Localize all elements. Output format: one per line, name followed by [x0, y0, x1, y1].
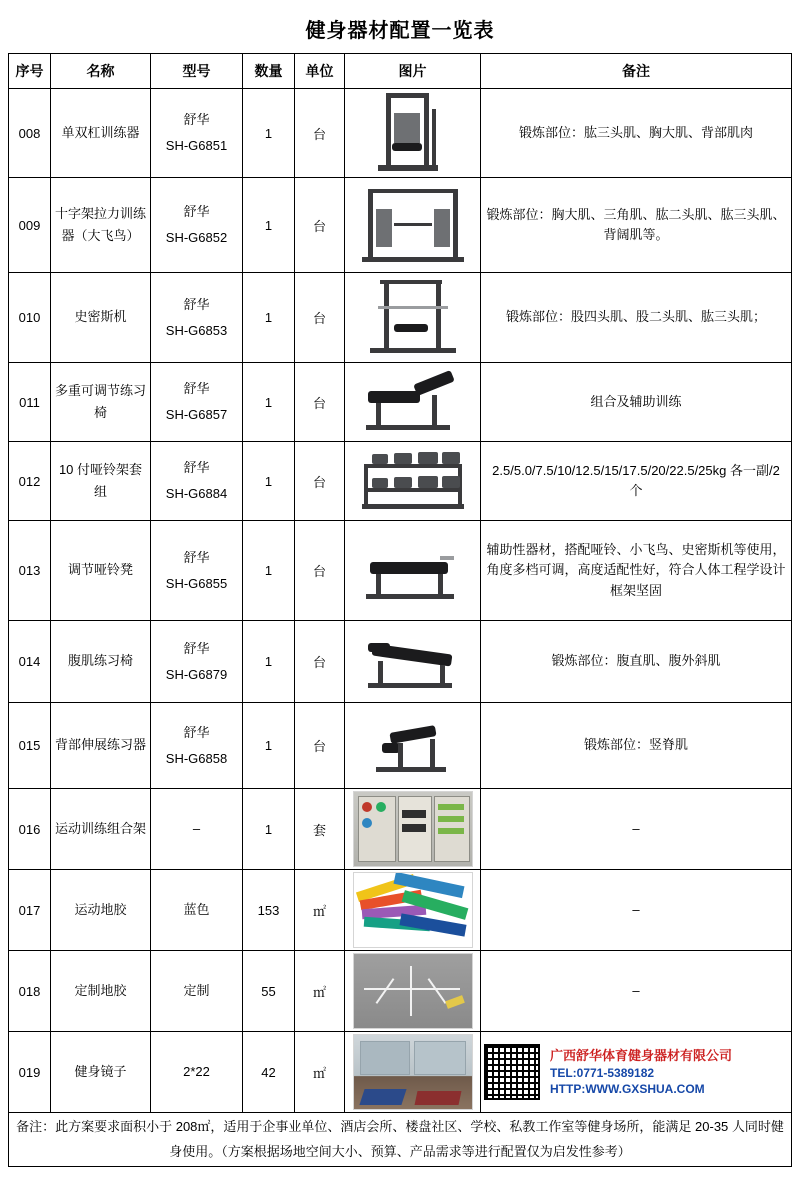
cell-name: 健身镜子: [51, 1032, 151, 1113]
cell-qty: 55: [243, 951, 295, 1032]
cell-model-brand: 舒华: [183, 724, 210, 740]
cell-remark: –: [481, 951, 792, 1032]
cell-remark: 组合及辅助训练: [481, 363, 792, 442]
cell-name: 十字架拉力训练器（大飞鸟）: [51, 178, 151, 273]
dumbbell-rack-photo: [354, 444, 472, 518]
cell-seq: 011: [9, 363, 51, 442]
cell-unit: 台: [295, 273, 345, 363]
cell-seq: 014: [9, 621, 51, 703]
cell-name: 单双杠训练器: [51, 89, 151, 178]
column-header-remark: 备注: [481, 54, 792, 89]
cell-remark: 锻炼部位：肱三头肌、胸大肌、背部肌肉: [481, 89, 792, 178]
table-row: [9, 178, 792, 273]
cell-qty: 1: [243, 703, 295, 789]
cell-model-brand: 舒华: [183, 460, 210, 475]
table-row: [9, 363, 792, 442]
cell-model: [151, 521, 243, 621]
page-title: 健身器材配置一览表: [305, 20, 495, 42]
cell-model: 定制: [151, 951, 243, 1032]
cell-remark: –: [481, 870, 792, 951]
adjustable-bench-photo: [354, 365, 472, 439]
cell-model-brand: 舒华: [183, 204, 210, 219]
cell-unit: 台: [295, 178, 345, 273]
cell-seq: 016: [9, 789, 51, 870]
cell-model-code: SH-G6852: [165, 230, 228, 245]
cell-model-code: SH-G6857: [165, 407, 228, 422]
cell-model: [151, 442, 243, 521]
cell-name: 运动地胶: [51, 870, 151, 951]
cell-qty: 1: [243, 442, 295, 521]
cell-unit: 台: [295, 521, 345, 621]
back-extension-machine-photo: [354, 709, 472, 783]
cell-model: –: [151, 789, 243, 870]
cell-model: [151, 621, 243, 703]
cell-qty: 1: [243, 521, 295, 621]
column-header-model: 型号: [151, 54, 243, 89]
cell-picture: [345, 789, 481, 870]
cell-unit: ㎡: [295, 951, 345, 1032]
cell-qty: 1: [243, 363, 295, 442]
cell-picture: [345, 951, 481, 1032]
cell-remark: –: [481, 789, 792, 870]
footer-note-text: 此方案要求面积小于 208㎡，适用于企事业单位、酒店会所、楼盘社区、学校、私教工作室等健身场所，能满足 20-35 人同时健身使用。（方案根据场地空间大小、预算、产品需求等进行配置仅为启发性参考）: [55, 1119, 784, 1159]
cell-model-brand: 舒华: [183, 640, 210, 656]
cable-crossover-machine-photo: [354, 183, 472, 267]
cell-unit: 台: [295, 703, 345, 789]
company-text: [550, 1047, 732, 1097]
cell-model-code: SH-G6884: [165, 486, 228, 501]
table-row: [9, 89, 792, 178]
cell-qty: 153: [243, 870, 295, 951]
cell-qty: 1: [243, 178, 295, 273]
cell-model-code: SH-G6855: [165, 575, 228, 591]
cell-remark: 辅助性器材，搭配哑铃、小飞鸟、史密斯机等使用，角度多档可调，高度适配性好，符合人体工程学设计框架坚固: [481, 521, 792, 621]
cell-remark: 锻炼部位：股四头肌、股二头肌、肱三头肌；: [481, 273, 792, 363]
cell-unit: ㎡: [295, 1032, 345, 1113]
functional-training-rig-photo: [353, 791, 473, 867]
adjustable-dumbbell-bench-photo: [354, 534, 472, 608]
cell-name: 背部伸展练习器: [51, 703, 151, 789]
cell-model-brand: 舒华: [183, 549, 210, 565]
cell-seq: 019: [9, 1032, 51, 1113]
cell-qty: 1: [243, 273, 295, 363]
table-row: [9, 521, 792, 621]
pull-up-dip-machine-photo: [354, 91, 472, 175]
cell-qty: 1: [243, 621, 295, 703]
cell-seq: 013: [9, 521, 51, 621]
cell-model: [151, 703, 243, 789]
cell-unit: 台: [295, 442, 345, 521]
cell-name: 运动训练组合架: [51, 789, 151, 870]
cell-picture: [345, 1032, 481, 1113]
cell-seq: 015: [9, 703, 51, 789]
cell-model-code: SH-G6851: [165, 138, 228, 153]
cell-model: 蓝色: [151, 870, 243, 951]
cell-name: 多重可调节练习椅: [51, 363, 151, 442]
table-row: [9, 789, 792, 870]
cell-model-brand: 舒华: [183, 381, 210, 396]
column-header-qty: 数量: [243, 54, 295, 89]
cell-unit: 台: [295, 363, 345, 442]
cell-unit: 台: [295, 621, 345, 703]
cell-name: 史密斯机: [51, 273, 151, 363]
cell-model-brand: 舒华: [183, 296, 210, 312]
cell-remark: 2.5/5.0/7.5/10/12.5/15/17.5/20/22.5/25kg 各一副/2 个: [481, 442, 792, 521]
company-name: 广西舒华体育健身器材有限公司: [550, 1048, 733, 1064]
cell-qty: 1: [243, 789, 295, 870]
cell-name: 腹肌练习椅: [51, 621, 151, 703]
cell-seq: 017: [9, 870, 51, 951]
cell-unit: 套: [295, 789, 345, 870]
cell-remark: 锻炼部位：腹直肌、腹外斜肌: [481, 621, 792, 703]
cell-seq: 010: [9, 273, 51, 363]
company-url[interactable]: HTTP:WWW.GXSHUA.COM: [550, 1081, 705, 1096]
cell-unit: ㎡: [295, 870, 345, 951]
cell-qty: 1: [243, 89, 295, 178]
cell-model: [151, 363, 243, 442]
table-row: [9, 870, 792, 951]
table-row: [9, 1032, 792, 1113]
cell-picture: [345, 89, 481, 178]
cell-name: 调节哑铃凳: [51, 521, 151, 621]
table-header-row: [9, 54, 792, 89]
cell-model: [151, 89, 243, 178]
cell-picture: [345, 621, 481, 703]
smith-machine-photo: [354, 276, 472, 360]
cell-unit: 台: [295, 89, 345, 178]
cell-picture: [345, 442, 481, 521]
cell-seq: 012: [9, 442, 51, 521]
cell-model-code: SH-G6858: [165, 750, 228, 766]
cell-seq: 008: [9, 89, 51, 178]
company-contact-block: [484, 1044, 788, 1100]
table-row: [9, 273, 792, 363]
cell-picture: [345, 178, 481, 273]
table-row: [9, 951, 792, 1032]
cell-model-code: SH-G6853: [165, 322, 228, 338]
cell-qty: 42: [243, 1032, 295, 1113]
column-header-unit: 单位: [295, 54, 345, 89]
cell-model: [151, 273, 243, 363]
column-header-name: 名称: [51, 54, 151, 89]
cell-picture: [345, 273, 481, 363]
cell-seq: 009: [9, 178, 51, 273]
ab-bench-photo: [354, 625, 472, 699]
cell-seq: 018: [9, 951, 51, 1032]
footer-note-label: 备注：: [16, 1119, 56, 1134]
footer-note-row: [9, 1113, 792, 1167]
footer-note: [9, 1113, 792, 1167]
cell-remark: 锻炼部位：竖脊肌: [481, 703, 792, 789]
column-header-picture: 图片: [345, 54, 481, 89]
custom-court-flooring-photo: [353, 953, 473, 1029]
cell-model-brand: 舒华: [183, 112, 210, 127]
cell-name: 10 付哑铃架套组: [51, 442, 151, 521]
table-row: [9, 442, 792, 521]
equipment-table: [8, 53, 792, 1167]
cell-remark-company: [481, 1032, 792, 1113]
cell-picture: [345, 363, 481, 442]
gym-mirror-room-photo: [353, 1034, 473, 1110]
cell-picture: [345, 703, 481, 789]
column-header-seq: 序号: [9, 54, 51, 89]
cell-model: 2*22: [151, 1032, 243, 1113]
cell-model-code: SH-G6879: [165, 666, 228, 682]
qr-code-icon: [484, 1044, 540, 1100]
cell-picture: [345, 521, 481, 621]
table-row: [9, 621, 792, 703]
company-tel: TEL:0771-5389182: [550, 1065, 655, 1080]
cell-picture: [345, 870, 481, 951]
cell-model: [151, 178, 243, 273]
cell-name: 定制地胶: [51, 951, 151, 1032]
cell-remark: 锻炼部位：胸大肌、三角肌、肱二头肌、肱三头肌、背阔肌等。: [481, 178, 792, 273]
table-row: [9, 703, 792, 789]
colored-flooring-rolls-photo: [353, 872, 473, 948]
